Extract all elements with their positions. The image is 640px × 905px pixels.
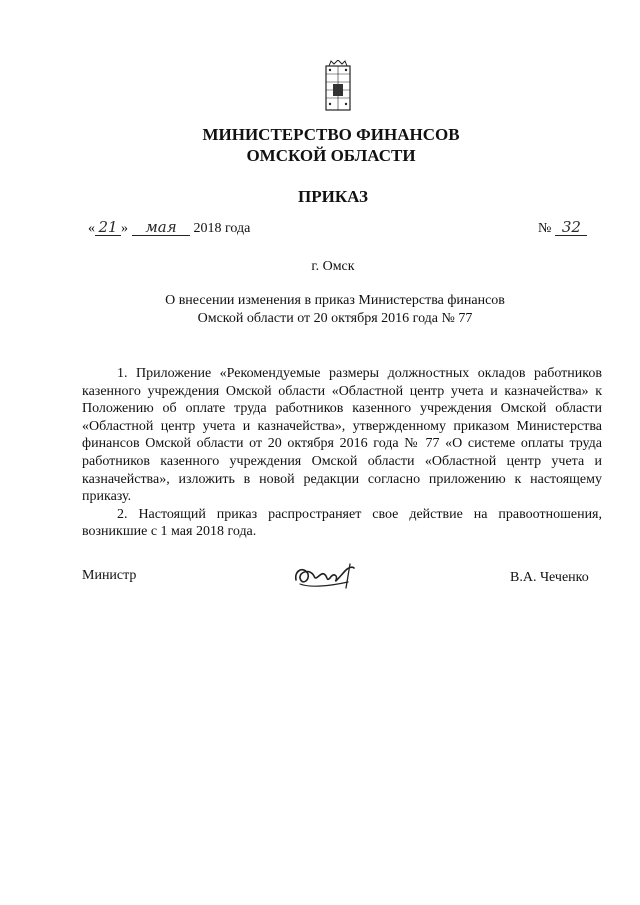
document-body xyxy=(82,365,602,541)
signatory-name: В.А. Чеченко xyxy=(510,570,589,585)
number-value: 32 xyxy=(555,220,587,236)
date-year: 2018 года xyxy=(193,221,251,236)
subject-line2: Омской области от 20 октября 2016 года № 77 xyxy=(197,311,473,326)
handwritten-signature-icon xyxy=(290,560,360,592)
date-open-quote: « xyxy=(88,221,95,236)
signatory-title: Министр xyxy=(82,568,137,583)
number-sign: № xyxy=(538,221,552,236)
ministry-title-line1: МИНИСТЕРСТВО ФИНАНСОВ xyxy=(202,125,460,144)
city: г. Омск xyxy=(311,259,355,274)
document-type: ПРИКАЗ xyxy=(298,187,368,206)
body-paragraph-1: 1. Приложение «Рекомендуемые размеры должностных окладов работников казенного учреждения Омской области «Областной центр учета и казначейства» к Положению об оплате труда работников казенного учреждения Омской области «Областной центр учета и казначейства», утвержденному приказом Министерства финансов Омской области от 20 октября 2016 года № 77 «О системе оплаты труда работников казенного учреждения Омской области «Областной центр учета и казначейства», изложить в новой редакции согласно приложению к настоящему приказу. xyxy=(82,366,602,505)
document-number xyxy=(538,219,587,239)
ministry-title-line2: ОМСКОЙ ОБЛАСТИ xyxy=(246,146,416,165)
body-paragraph-2: 2. Настоящий приказ распространяет свое действие на правоотношения, возникшие с 1 мая 2018 года. xyxy=(82,506,602,540)
document-date xyxy=(88,219,250,239)
coat-of-arms-icon xyxy=(325,60,351,112)
date-close-quote: » xyxy=(121,221,128,236)
date-month: мая xyxy=(132,220,190,236)
subject-line1: О внесении изменения в приказ Министерства финансов xyxy=(165,293,505,308)
document-subject xyxy=(0,292,640,328)
date-day: 21 xyxy=(95,220,121,236)
